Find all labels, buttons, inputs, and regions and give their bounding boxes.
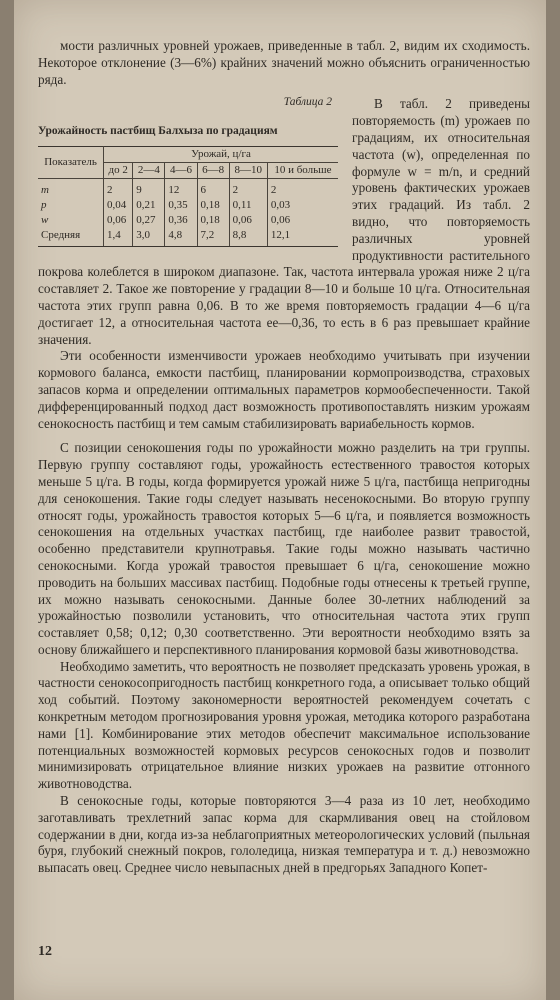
gradation-table (38, 146, 338, 247)
table-cell: 0,18 (197, 213, 229, 228)
table-label: Таблица 2 (283, 96, 332, 109)
table-row (38, 198, 338, 213)
col-header: 6—8 (197, 162, 229, 178)
paragraph-probability: Необходимо заметить, что вероятность не позволяет предсказать уровень урожая, в частности сенокосопригодность пастбищ конкретного года, а описывает только общий ход событий. Поэтому закономерности вероятностей рекомендуем сочетать с конкретным методом прогнозирования уровня урожая, методика которого разработана нами [1]. Комбинирование этих методов обеспечит максимальное использование потенциальных возможностей кормовых ресурсов сенокосных годов и позволит минимизировать отрицательное влияние низких урожаев на развитие отгонного животноводства. (38, 658, 530, 792)
table-cell: 0,04 (104, 198, 133, 213)
table-cell: 12,1 (267, 228, 338, 247)
table-cell: 4,8 (165, 228, 197, 247)
table-cell: 12 (165, 178, 197, 198)
table-cell: 3,0 (133, 228, 165, 247)
row-label: m (38, 178, 104, 198)
table-cell: 8,8 (229, 228, 267, 247)
col-header: 2—4 (133, 162, 165, 178)
table-cell: 0,11 (229, 198, 267, 213)
table-row (38, 228, 338, 247)
table-title: Урожайность пастбищ Балхыза по градациям (38, 125, 278, 138)
table-cell: 9 (133, 178, 165, 198)
table-cell: 0,06 (229, 213, 267, 228)
paragraph-groups: С позиции сенокошения годы по урожайности можно разделить на три группы. Первую группу составляют годы, урожайность естественного травостоя которых меньше 5 ц/га. В годы, когда формируется урожай ниже 5 ц/га, пастбища непригодны для сенокошения. Такие годы следует называть несенокосными. Во вторую группу относят годы, урожайность травостоя которых 5—6 ц/га, и появляется возможность сенокошения на отдельных участках пастбищ, где наиболее развит травостой, особенно представители крупнотравья. Такие годы можно называть частично сенокосными. Когда урожай травостоя превышает 6 ц/га, сенокошение можно проводить на больших массивах пастбищ. Подобные годы отнесены к третьей группе, их можно называть сенокосными. Данные более 30-летних наблюдений за урожайностью позволили установить, что относительная частота этих групп составляет 0,58; 0,12; 0,30 соответственно. Эти вероятности необходимо взять за основу ближайшего и перспективного планирования кормовой базы животноводства. (38, 440, 530, 657)
table-discussion-paragraph: В табл. 2 приведены повторяемость (m) урожаев по градациям, их относительная частота (w), определенная по формуле w = m/n, и средний уровень фактических урожаев этих градаций. Из табл. 2 видно, что повторяемость различных уровней продуктивности растительного покрова колеблется в широком диапазоне. Так, частота интервала урожая ниже 2 ц/га составляет 2. Такое же повторение у градации 8—10 и больше 10 ц/га. Относительная частота этих групп равна 0,06. В то же время повторяемость градации 4—6 ц/га достигает 12, а относительная частота ее—0,36, то есть в 6 раз превышает крайние значения. (38, 96, 530, 347)
page-content (38, 38, 530, 877)
col-header: до 2 (104, 162, 133, 178)
table-cell: 2 (267, 178, 338, 198)
table-cell: 0,27 (133, 213, 165, 228)
intro-paragraph: мости различных уровней урожаев, приведенные в табл. 2, видим их сходимость. Некоторое отклонение (3—6%) крайних значений можно объяснить ограниченностью ряда. (38, 38, 530, 87)
row-label: w (38, 213, 104, 228)
table-cell: 2 (104, 178, 133, 198)
table-cell: 0,18 (197, 198, 229, 213)
table-cell: 0,35 (165, 198, 197, 213)
col-header: 10 и больше (267, 162, 338, 178)
header-yield: Урожай, ц/га (104, 146, 338, 162)
col-header: 4—6 (165, 162, 197, 178)
row-label: Средняя (38, 228, 104, 247)
table-cell: 0,36 (165, 213, 197, 228)
table-row (38, 178, 338, 198)
header-parameter: Показатель (38, 146, 104, 178)
table-cell: 6 (197, 178, 229, 198)
col-header: 8—10 (229, 162, 267, 178)
table-cell: 2 (229, 178, 267, 198)
table-cell: 7,2 (197, 228, 229, 247)
table-cell: 0,21 (133, 198, 165, 213)
row-label: p (38, 198, 104, 213)
table-cell: 0,03 (267, 198, 338, 213)
table-cell: 1,4 (104, 228, 133, 247)
paragraph-hay-years: В сенокосные годы, которые повторяются 3—4 раза из 10 лет, необходимо заготавливать трехлетний запас корма для скармливания овец на стойловом содержании в дни, когда из-за неблагоприятных метеорологических условий (пыльная буря, глубокий снежный покров, гололедица, низкая температура и т. д.) невозможно выпасать овец. Среднее число невыпасных дней в предгорьях Западного Копет- (38, 793, 530, 876)
book-page (14, 0, 546, 1000)
table-cell: 0,06 (104, 213, 133, 228)
paragraph-variability: Эти особенности изменчивости урожаев необходимо учитывать при изучении кормового баланса, емкости пастбищ, планировании кормопроизводства, страховых запасов корма и определении оптимальных параметров кормообеспеченности. Такой дифференцированный подход даст возможность противопоставлять низким урожаям сенокосность пастбищ и тем самым стабилизировать вариабельность кормов. (38, 348, 530, 431)
table-row (38, 213, 338, 228)
table-cell: 0,06 (267, 213, 338, 228)
table-block (38, 94, 338, 247)
page-number: 12 (38, 944, 52, 959)
